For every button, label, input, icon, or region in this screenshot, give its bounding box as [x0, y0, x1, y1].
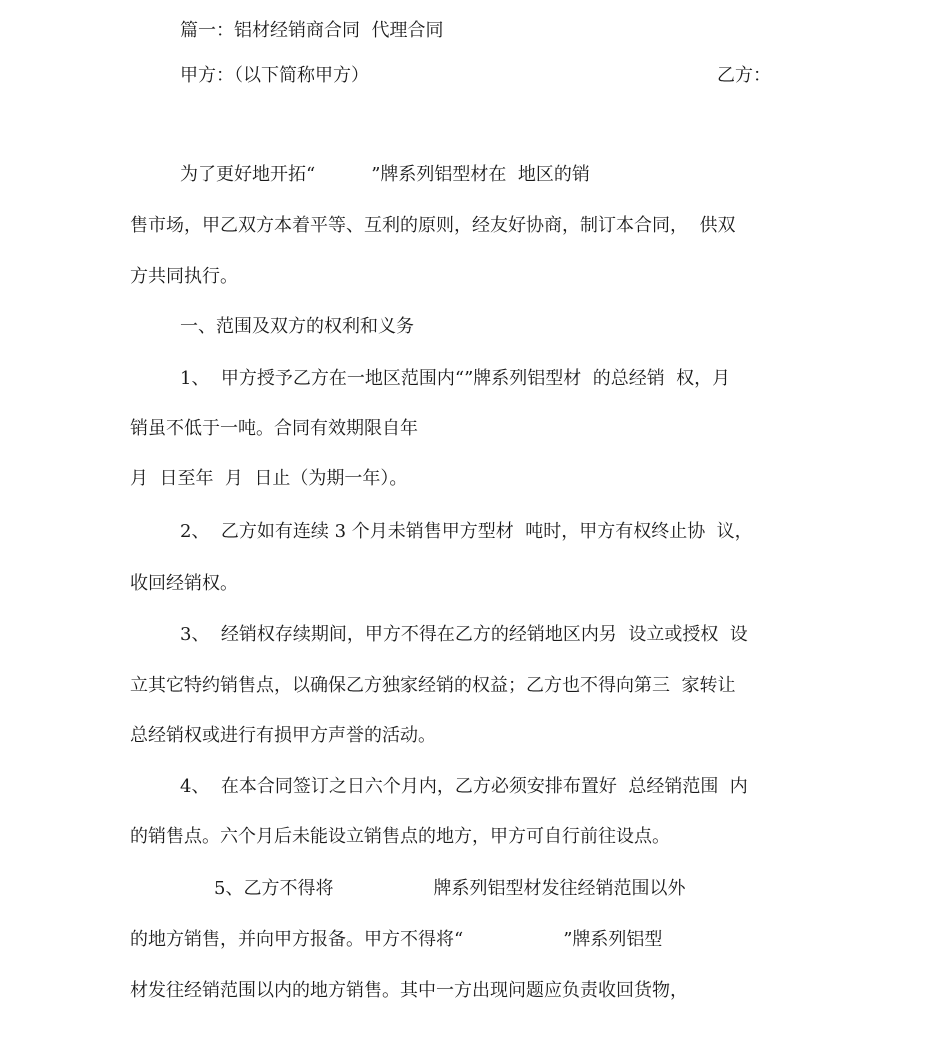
clause-2-line-2: 收回经销权。: [130, 573, 238, 594]
clause-1-line-1: 1、 甲方授予乙方在一地区范围内“”牌系列铝型材 的总经销 权，月: [180, 368, 731, 389]
clause-4-line-1: 4、 在本合同签订之日六个月内，乙方必须安排布置好 总经销范围 内: [180, 776, 748, 797]
clause-3-line-2: 立其它特约销售点，以确保乙方独家经销的权益；乙方也不得向第三 家转让: [130, 675, 736, 696]
clause-5-line-2: [130, 931, 662, 949]
clause-5-line-2-part-b: ”牌系列铝型: [563, 929, 663, 950]
clause-1-line-3: 月 日至年 月 日止（为期一年）。: [130, 468, 408, 489]
document-title: 篇一：铝材经销商合同 代理合同: [180, 20, 444, 41]
intro-line-1-part-a: 为了更好地开拓“: [180, 164, 316, 185]
party-a-label: 甲方：（以下简称甲方）: [180, 65, 369, 86]
clause-3-line-1: 3、 经销权存续期间，甲方不得在乙方的经销地区内另 设立或授权 设: [180, 624, 748, 645]
clause-5-line-1-part-b: 牌系列铝型材发往经销范围以外: [433, 878, 686, 899]
intro-line-1: [180, 166, 590, 184]
clause-1-line-2: 销虽不低于一吨。合同有效期限自年: [130, 418, 418, 439]
intro-line-1-part-b: ”牌系列铝型材在 地区的销: [371, 164, 590, 185]
clause-3-line-3: 总经销权或进行有损甲方声誉的活动。: [130, 725, 436, 746]
section-1-heading: 一、范围及双方的权利和义务: [180, 316, 414, 337]
intro-line-3: 方共同执行。: [130, 266, 238, 287]
party-b-label: 乙方：: [717, 65, 771, 86]
intro-line-2: 售市场，甲乙双方本着平等、互利的原则，经友好协商，制订本合同， 供双: [130, 215, 736, 236]
clause-5-line-2-part-a: 的地方销售，并向甲方报备。甲方不得将“: [130, 929, 464, 950]
clause-2-line-1: 2、 乙方如有连续 3 个月未销售甲方型材 吨时，甲方有权终止协 议，: [180, 521, 753, 542]
clause-4-line-2: 的销售点。六个月后未能设立销售点的地方，甲方可自行前往设点。: [130, 826, 670, 847]
clause-5-line-1: [214, 880, 685, 898]
clause-5-line-1-part-a: 5、乙方不得将: [214, 878, 334, 899]
clause-5-line-3: 材发往经销范围以内的地方销售。其中一方出现问题应负责收回货物，: [130, 980, 688, 1001]
